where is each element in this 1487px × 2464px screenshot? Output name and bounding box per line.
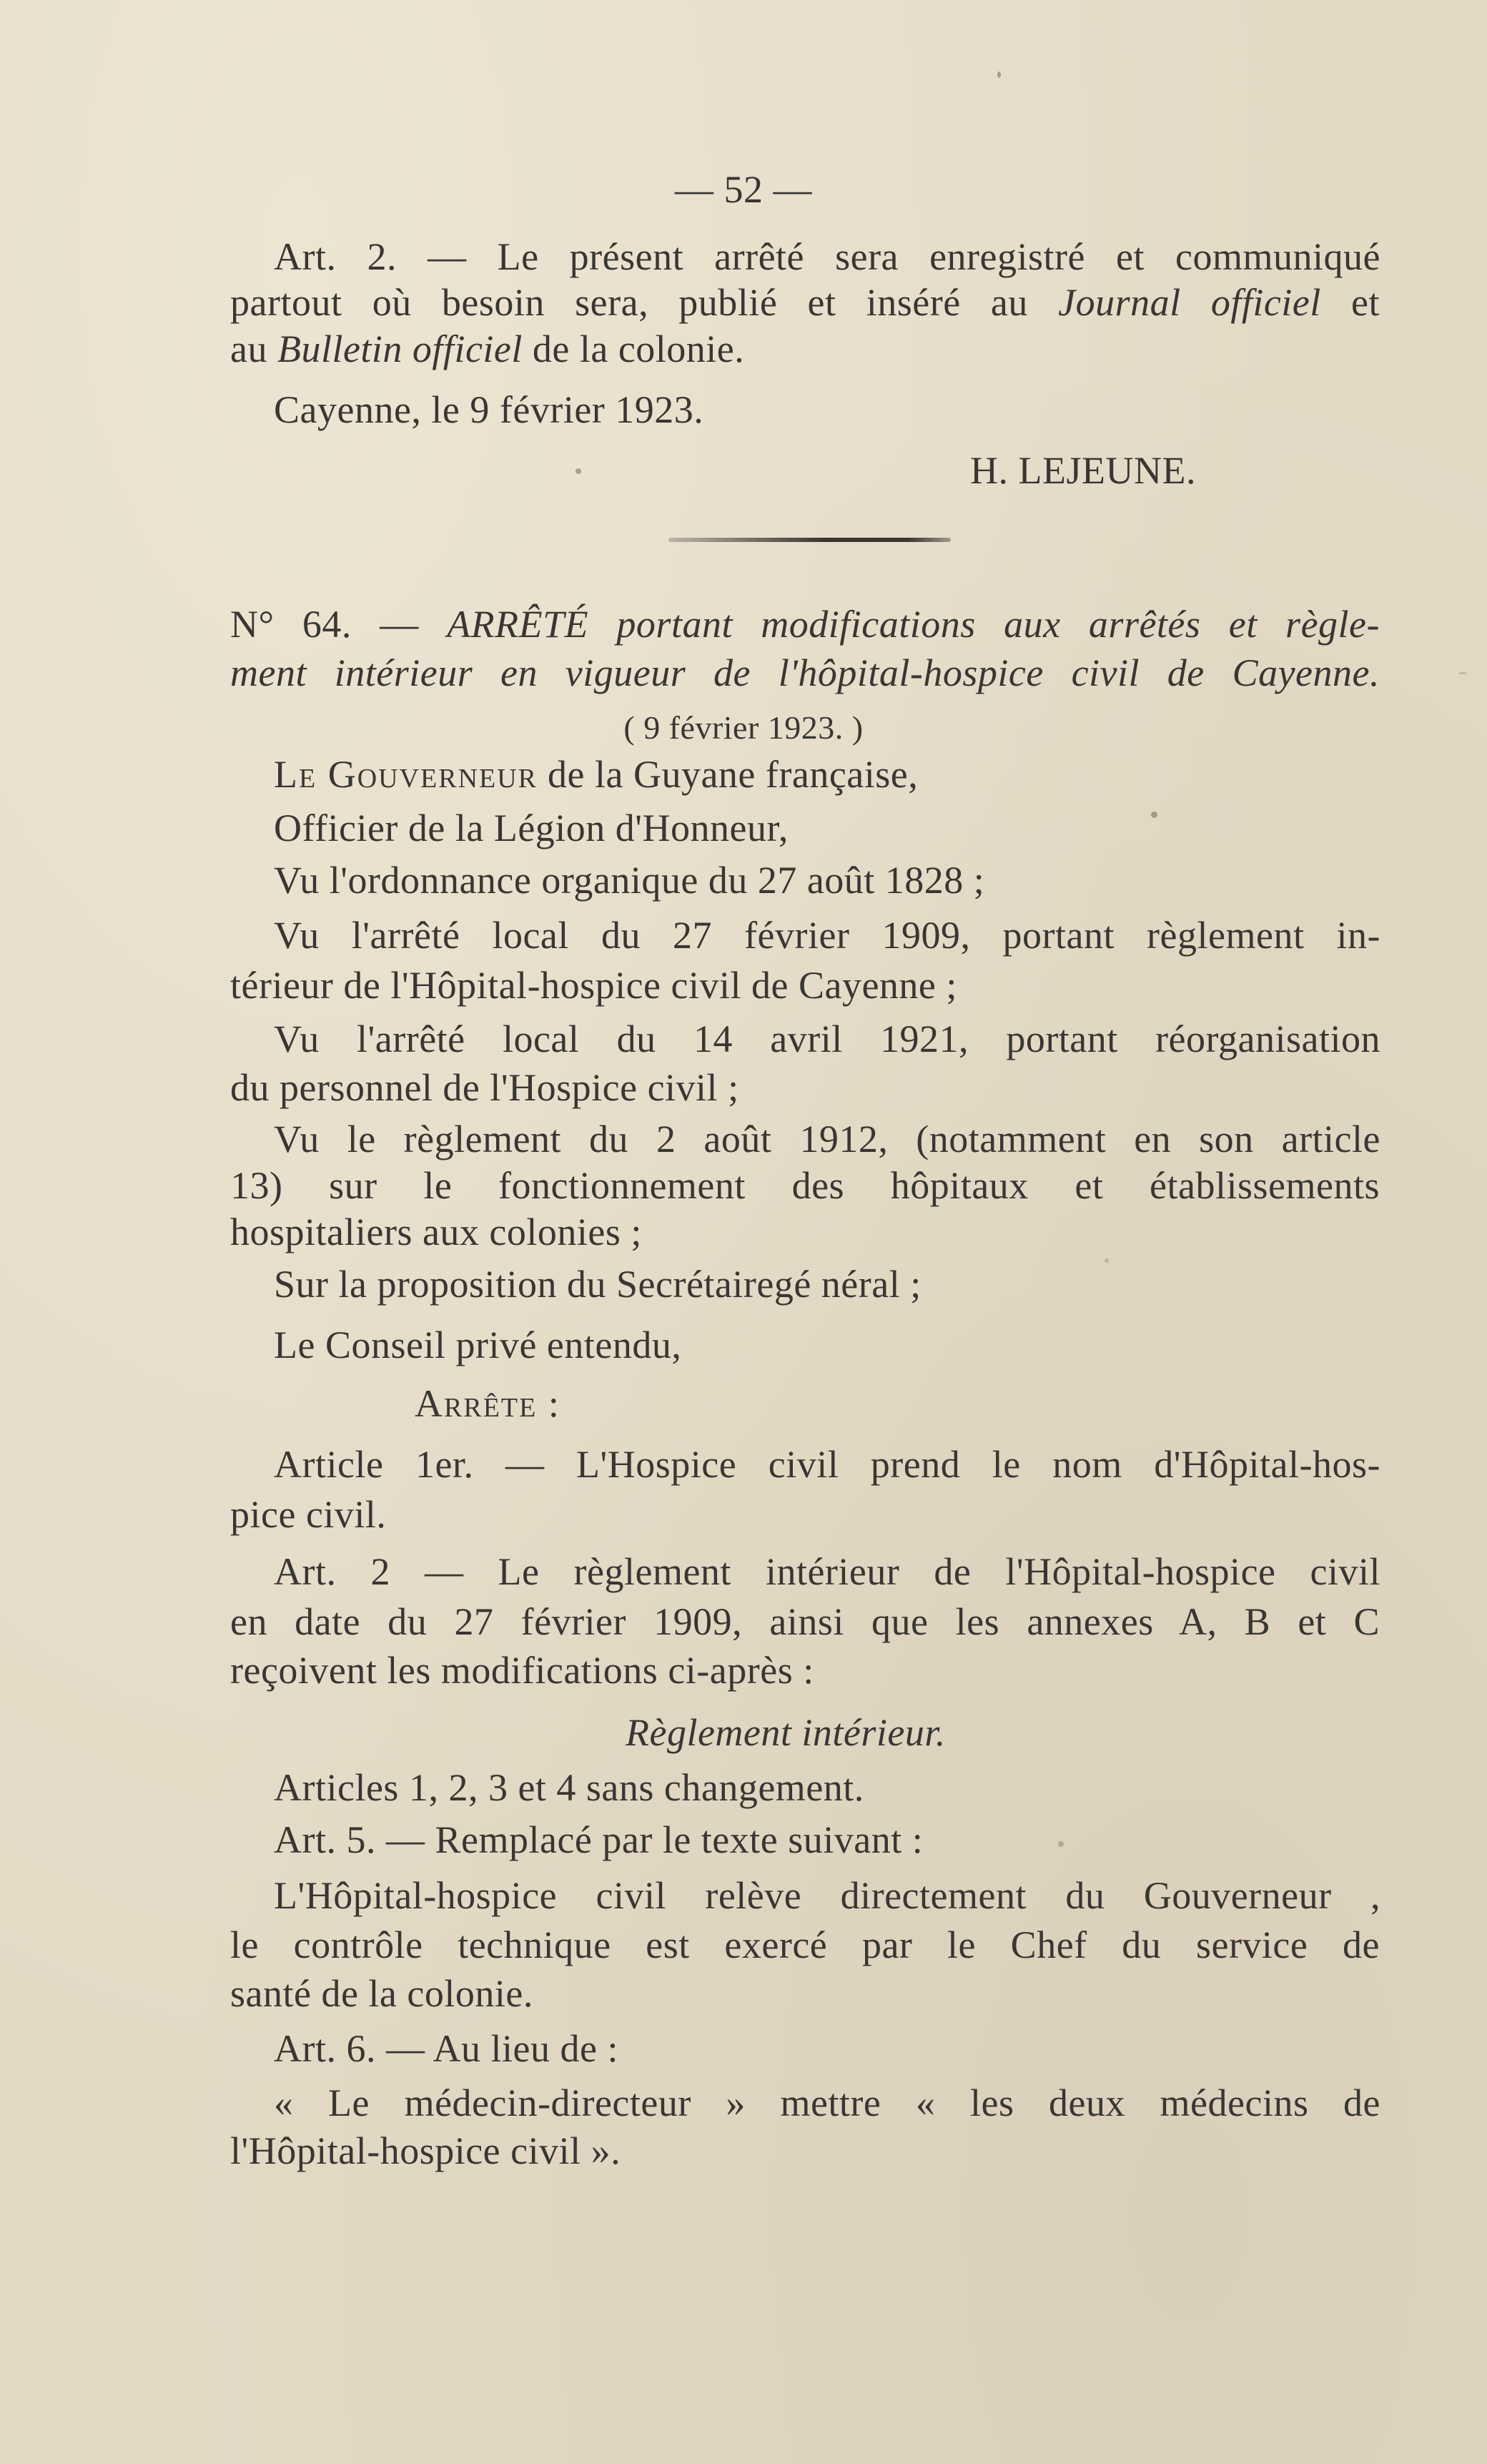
article-1-line-1: Article 1er. — L'Hospice civil prend le nom d'Hôpital-hos-	[274, 1443, 1380, 1486]
paper-speck	[1151, 812, 1157, 818]
paper-speck	[1105, 1258, 1109, 1263]
governor-title: Le Gouverneur	[274, 753, 538, 796]
decree-title: ARRÊTÉ portant modifications aux arrêtés et règle-	[447, 603, 1380, 646]
article-5-text-line-1: L'Hôpital-hospice civil relève directement du Gouverneur ,	[274, 1874, 1380, 1917]
article-6-text-line-1: « Le médecin-directeur » mettre « les deux médecins de	[274, 2081, 1380, 2124]
vu-reglement-line-3: hospitaliers aux colonies ;	[230, 1211, 642, 1253]
officer-line: Officier de la Légion d'Honneur,	[274, 807, 789, 849]
decree-heading-line-2: ment intérieur en vigueur de l'hôpital-hospice civil de Cayenne.	[230, 651, 1380, 694]
vu-reglement-line-1: Vu le règlement du 2 août 1912, (notamment en son article	[274, 1118, 1380, 1160]
journal-officiel: Journal officiel	[1058, 281, 1321, 324]
paper-speck	[575, 468, 581, 474]
vu-arrete-1921-line-1: Vu l'arrêté local du 14 avril 1921, portant réorganisation	[274, 1017, 1380, 1060]
paper-speck	[1058, 1841, 1064, 1847]
decree-date: ( 9 février 1923. )	[623, 709, 864, 746]
vu-ordonnance: Vu l'ordonnance organique du 27 août 1828 ;	[274, 859, 985, 902]
art2-line-3-text: au	[230, 327, 277, 370]
article-2-line-3: reçoivent les modifications ci-après :	[230, 1649, 814, 1692]
paper-speck	[1458, 672, 1467, 674]
art2-line-1: Art. 2. — Le présent arrêté sera enregistré et communiqué	[274, 235, 1380, 278]
decree-heading-line-1	[230, 601, 1380, 648]
bulletin-officiel: Bulletin officiel	[277, 327, 523, 370]
decree-number: N° 64. —	[230, 603, 448, 646]
art2-line-2-end: et	[1320, 281, 1380, 324]
art2-line-3	[230, 325, 744, 373]
art2-line-3-end: de la colonie.	[522, 327, 745, 370]
conseil-line: Le Conseil privé entendu,	[274, 1324, 682, 1366]
vu-reglement-line-2: 13) sur le fonctionnement des hôpitaux et établissements	[230, 1164, 1380, 1207]
article-2-line-1: Art. 2 — Le règlement intérieur de l'Hôpital-hospice civil	[274, 1550, 1380, 1593]
art2-line-2	[230, 279, 1380, 326]
separator-rule	[668, 538, 951, 542]
art2-line-2-text: partout où besoin sera, publié et inséré au	[230, 281, 1059, 324]
governor-line	[274, 751, 918, 798]
article-5-line: Art. 5. — Remplacé par le texte suivant :	[274, 1818, 924, 1861]
vu-arrete-1909-line-2: térieur de l'Hôpital-hospice civil de Cayenne ;	[230, 964, 957, 1007]
paper-speck	[997, 72, 1001, 78]
article-1-line-2: pice civil.	[230, 1493, 387, 1536]
vu-arrete-1909-line-1: Vu l'arrêté local du 27 février 1909, portant règlement in-	[274, 914, 1380, 957]
governor-text: de la Guyane française,	[538, 753, 919, 796]
vu-arrete-1921-line-2: du personnel de l'Hospice civil ;	[230, 1066, 739, 1109]
arrete-heading: Arrête :	[415, 1382, 560, 1425]
article-6-line: Art. 6. — Au lieu de :	[274, 2027, 618, 2070]
article-2-line-2: en date du 27 février 1909, ainsi que les annexes A, B et C	[230, 1600, 1380, 1643]
page-number: — 52 —	[675, 168, 812, 211]
article-5-text-line-2: le contrôle technique est exercé par le Chef du service de	[230, 1923, 1380, 1966]
proposition-line: Sur la proposition du Secrétairegé néral ;	[274, 1263, 922, 1306]
article-5-text-line-3: santé de la colonie.	[230, 1972, 533, 2015]
article-6-text-line-2: l'Hôpital-hospice civil ».	[230, 2129, 621, 2172]
art2-date: Cayenne, le 9 février 1923.	[274, 388, 704, 431]
reglement-subtitle: Règlement intérieur.	[626, 1711, 946, 1754]
articles-1-4-line: Articles 1, 2, 3 et 4 sans changement.	[274, 1766, 864, 1809]
signature: H. LEJEUNE.	[970, 449, 1196, 492]
